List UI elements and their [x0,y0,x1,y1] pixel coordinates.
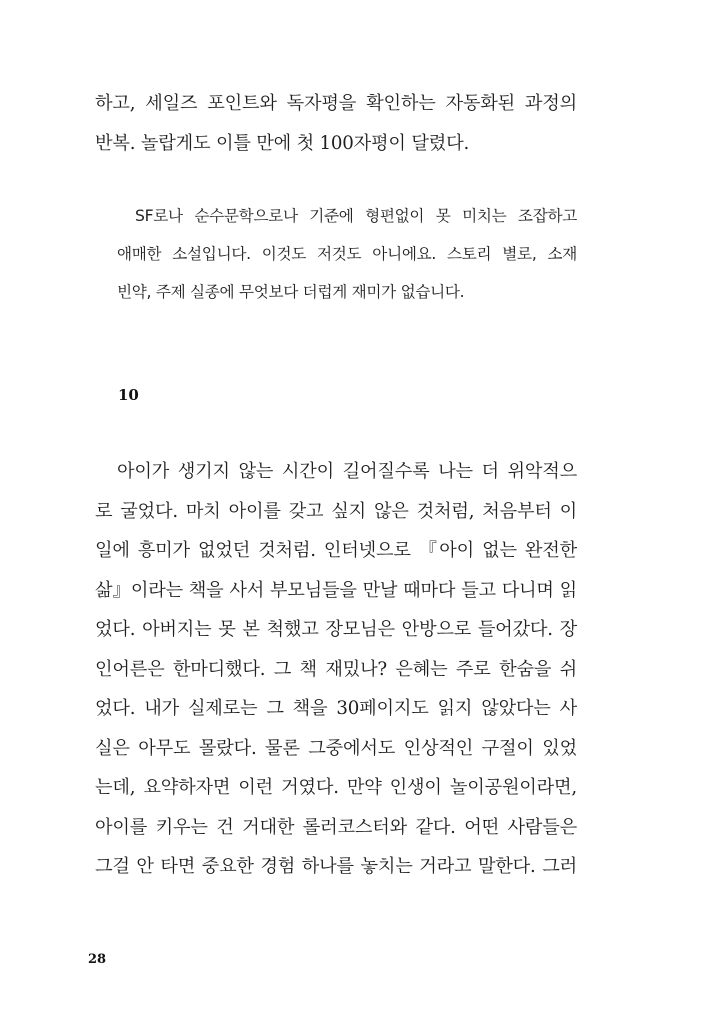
text-line: 아이가 생기지 않는 시간이 길어질수록 나는 더 위악적으 [117,461,577,482]
text-line: 삶』이라는 책을 사서 부모님들을 만날 때마다 들고 다니며 읽 [95,579,577,601]
page-number: 28 [88,952,107,967]
text-line: 었다. 아버지는 못 본 척했고 장모님은 안방으로 들어갔다. 장 [95,619,577,640]
quote-line: 애매한 소설입니다. 이것도 저것도 아니에요. 스토리 별로, 소재 [117,245,577,263]
text-line: 실은 아무도 몰랐다. 물론 그중에서도 인상적인 구절이 있었 [95,737,577,759]
text-line: 로 굴었다. 마치 아이를 갖고 싶지 않은 것처럼, 처음부터 이 [95,500,577,522]
main-paragraph [95,452,577,887]
text-line: 하고, 세일즈 포인트와 독자평을 확인하는 자동화된 과정의 [95,93,577,114]
quote-line: SF로나 순수문학으로나 기준에 형편없이 못 미치는 조잡하고 [135,207,577,225]
text-line: 아이를 키우는 건 거대한 롤러코스터와 같다. 어떤 사람들은 [95,816,577,838]
quote-line: 빈약, 주제 실종에 무엇보다 더럽게 재미가 없습니다. [117,283,465,301]
text-line: 그걸 안 타면 중요한 경험 하나를 놓치는 거라고 말한다. 그러 [95,856,577,877]
text-line: 반복. 놀랍게도 이틀 만에 첫 100자평이 달렸다. [95,132,470,154]
section-number: 10 [118,386,139,404]
block-quote [117,197,577,311]
top-paragraph [95,84,577,163]
text-line: 일에 흥미가 없었던 것처럼. 인터넷으로 『아이 없는 완전한 [95,540,577,561]
text-line: 는데, 요약하자면 이런 거였다. 만약 인생이 놀이공원이라면, [95,777,577,798]
text-line: 인어른은 한마디했다. 그 책 재밌나? 은혜는 주로 한숨을 쉬 [95,658,577,680]
text-line: 었다. 내가 실제로는 그 책을 30페이지도 읽지 않았다는 사 [95,698,577,719]
